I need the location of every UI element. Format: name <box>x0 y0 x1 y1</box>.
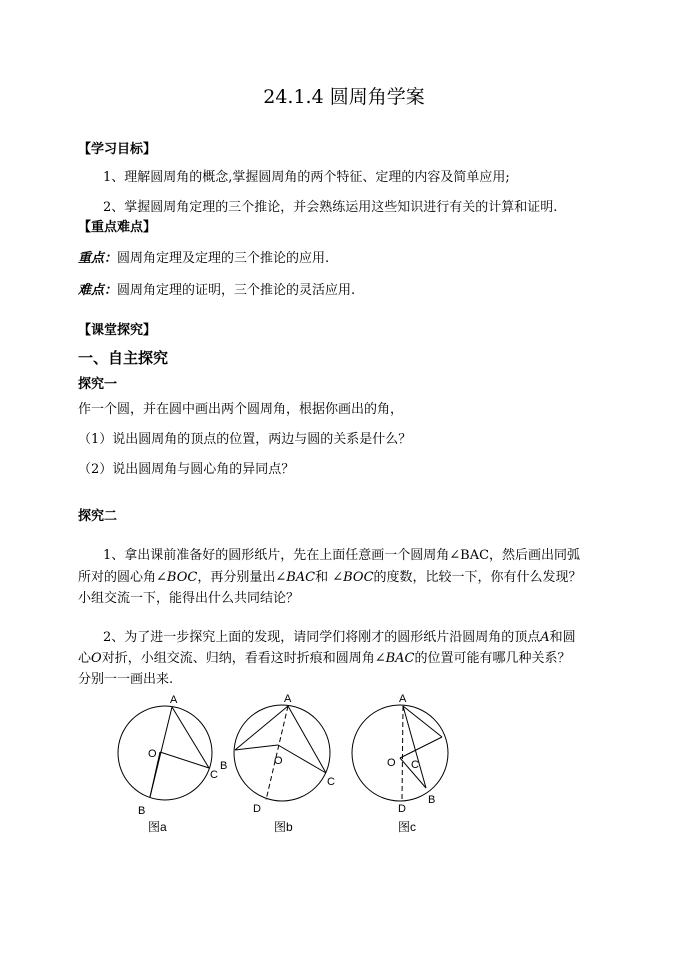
label-a: A <box>399 693 407 705</box>
key-points-heading: 【重点难点】 <box>78 220 157 235</box>
radius-ob <box>235 745 278 750</box>
chord-ab <box>235 706 288 750</box>
exploration-heading: 【课堂探究】 <box>78 323 157 338</box>
label-o: O <box>387 757 396 769</box>
label-d: D <box>253 803 261 815</box>
objective-item-2: 2、掌握圆周角定理的三个推论，并会熟练运用这些知识进行有关的计算和证明. <box>103 200 558 215</box>
inquiry-2-p2-line-2 <box>78 651 571 667</box>
difficulty-label: 难点： <box>78 283 118 298</box>
chord-ac <box>288 706 326 773</box>
label-c: C <box>327 776 335 788</box>
inquiry-2-p1-line-1: 1、拿出课前准备好的圆形纸片，先在上面任意画一个圆周角∠BAC，然后画出同弧 <box>103 548 581 563</box>
inquiry-2-p1-line-3: 小组交流一下，能得出什么共同结论？ <box>78 591 300 606</box>
inquiry-1-question-1: （1）说出圆周角的顶点的位置，两边与圆的关系是什么？ <box>78 432 412 447</box>
fold-line-ad <box>402 706 403 800</box>
label-a: A <box>284 693 292 705</box>
circle <box>234 705 330 801</box>
figure-b <box>226 690 351 840</box>
inquiry-1-intro: 作一个圆，并在圆中画出两个圆周角，根据你画出的角， <box>78 402 404 417</box>
section-1-heading: 一、自主探究 <box>78 349 169 367</box>
chord-ac <box>172 707 209 768</box>
inquiry-1-question-2: （2）说出圆周角与圆心角的异同点？ <box>78 462 295 477</box>
angle-bac: ∠BAC <box>374 651 415 666</box>
objectives-heading: 【学习目标】 <box>78 142 157 157</box>
figure-c <box>342 690 467 840</box>
angle-boc: ∠BOC <box>332 570 374 585</box>
radius-oc <box>278 745 326 773</box>
angle-boc: ∠BOC <box>156 570 198 585</box>
circle <box>118 706 212 800</box>
text-run: 和 <box>315 570 333 585</box>
figure-a <box>110 690 230 840</box>
inquiry-2-p1-line-2 <box>78 570 582 586</box>
radius-oc <box>400 737 442 758</box>
page-title: 24.1.4 圆周角学案 <box>263 86 425 108</box>
angle-bac: ∠BAC <box>275 570 316 585</box>
difficulty-text: 圆周角定理的证明，三个推论的灵活应用. <box>117 283 356 298</box>
text-run: 和圆 <box>549 630 576 645</box>
objective-item-1: 1、理解圆周角的概念,掌握圆周角的两个特征、定理的内容及简单应用; <box>103 170 510 185</box>
radius-oc <box>160 752 209 768</box>
label-c: C <box>411 759 419 771</box>
text-run: 的位置可能有哪几种关系？ <box>414 651 571 666</box>
label-o: O <box>274 755 283 767</box>
label-b-lower: B <box>138 805 146 817</box>
label-b: B <box>428 794 436 806</box>
point-a: A <box>540 630 550 645</box>
inquiry-2-p2-line-1 <box>103 630 576 646</box>
focus-line <box>78 251 329 267</box>
difficulty-line <box>78 283 355 299</box>
text-run: 的度数，比较一下，你有什么发现？ <box>373 570 582 585</box>
inquiry-1-label: 探究一 <box>78 377 118 392</box>
caption-c: 图c <box>398 820 417 834</box>
focus-label: 重点： <box>78 251 118 266</box>
caption-a: 图a <box>148 820 167 834</box>
fold-line-ad <box>266 706 288 800</box>
caption-b: 图b <box>274 820 293 834</box>
text-run: 心 <box>78 651 92 666</box>
inquiry-2-p2-line-3: 分别一一画出来. <box>78 672 174 687</box>
text-run: 2、为了进一步探究上面的发现，请同学们将刚才的圆形纸片沿圆周角的顶点 <box>103 630 541 645</box>
label-b: B <box>220 760 228 772</box>
label-o: O <box>148 748 157 760</box>
inquiry-2-label: 探究二 <box>78 509 118 524</box>
text-run: 所对的圆心角 <box>78 570 157 585</box>
circle <box>352 705 448 801</box>
label-c: C <box>210 769 218 781</box>
focus-text: 圆周角定理及定理的三个推论的应用. <box>117 251 330 266</box>
label-a: A <box>170 694 178 706</box>
label-d: D <box>398 803 406 815</box>
text-run: 对折，小组交流、归纳，看看这时折痕和圆周角 <box>101 651 375 666</box>
point-o: O <box>91 651 102 666</box>
text-run: ，再分别量出 <box>197 570 276 585</box>
